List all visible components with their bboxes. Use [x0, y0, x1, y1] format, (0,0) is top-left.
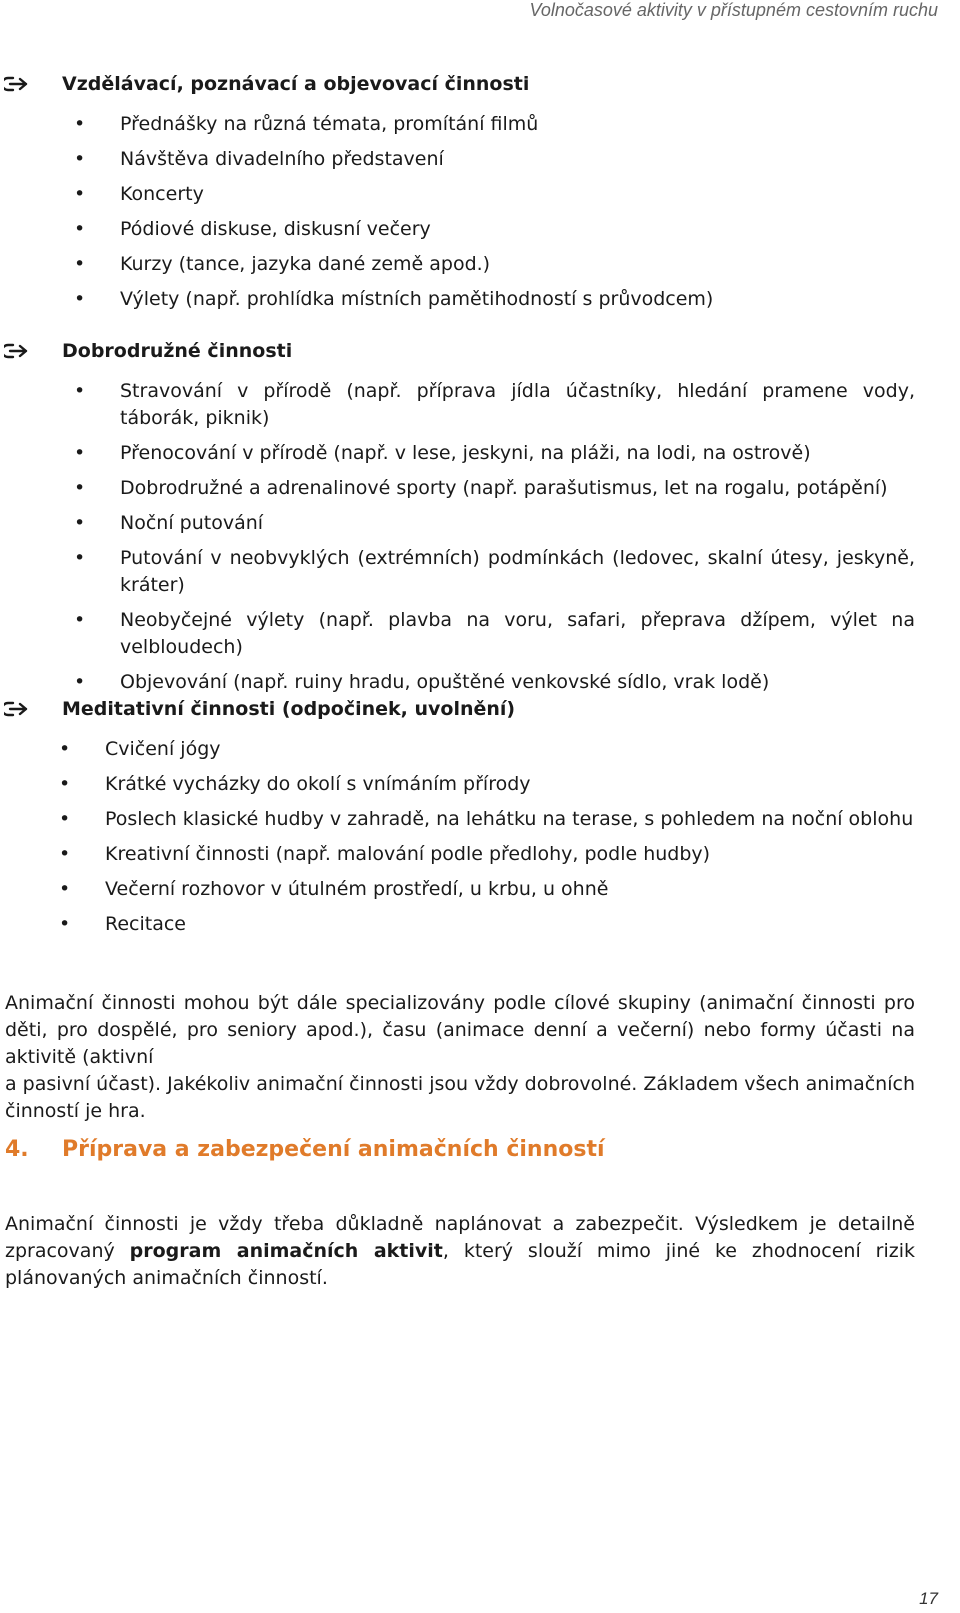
list-item	[0, 146, 960, 173]
list-item-text: Putování v neobvyklých (extrémních) podmínkách (ledovec, skalní útesy, jeskyně, kráter)	[120, 547, 915, 596]
list-item-text: Přednášky na různá témata, promítání filmů	[120, 113, 539, 135]
list-item-text: Koncerty	[120, 183, 204, 205]
list-item-text: Pódiové diskuse, diskusní večery	[120, 218, 431, 240]
paragraph-text: , který slouží mimo jiné ke zhodnocení rizik plánovaných animačních činností.	[5, 1240, 915, 1289]
list-item-text: Kreativní činnosti (např. malování podle předlohy, podle hudby)	[105, 843, 711, 865]
bullet: •	[59, 878, 71, 900]
activity-list	[0, 378, 960, 696]
list-item-text: Přenocování v přírodě (např. v lese, jeskyni, na pláži, na lodi, na ostrově)	[120, 442, 811, 464]
paragraph-specialization	[5, 990, 915, 1125]
list-item	[0, 378, 960, 432]
list-item-text: Krátké vycházky do okolí s vnímáním přírody	[105, 773, 531, 795]
list-item	[0, 841, 960, 868]
list-item	[0, 545, 960, 599]
bullet: •	[59, 808, 71, 830]
bullet: •	[74, 183, 86, 205]
list-item-text: Noční putování	[120, 512, 264, 534]
chapter-title: Příprava a zabezpečení animačních činností	[62, 1137, 605, 1162]
section-educational	[0, 69, 960, 313]
activity-list	[0, 111, 960, 313]
list-item	[0, 771, 960, 798]
section-adventure	[0, 336, 960, 696]
right-arrow-icon	[4, 69, 32, 99]
list-item	[0, 286, 960, 313]
list-item-text: Návštěva divadelního představení	[120, 148, 444, 170]
list-item-text: Cvičení jógy	[105, 738, 221, 760]
list-item-text: Dobrodružné a adrenalinové sporty (např. parašutismus, let na rogalu, potápění)	[120, 477, 888, 499]
list-item-text: Poslech klasické hudby v zahradě, na lehátku na terase, s pohledem na noční oblohu	[105, 808, 914, 830]
bullet: •	[74, 512, 86, 534]
list-item-text: Recitace	[105, 913, 186, 935]
list-item	[0, 510, 960, 537]
bullet: •	[74, 671, 86, 693]
list-item	[0, 911, 960, 938]
bullet: •	[74, 288, 86, 310]
activity-list	[0, 736, 960, 938]
bullet: •	[74, 547, 86, 569]
list-item	[0, 669, 960, 696]
list-item	[0, 736, 960, 763]
bullet: •	[74, 442, 86, 464]
list-item-text: Objevování (např. ruiny hradu, opuštěné venkovské sídlo, vrak lodě)	[120, 671, 770, 693]
section-heading	[0, 69, 960, 99]
list-item	[0, 806, 960, 833]
bullet: •	[59, 738, 71, 760]
section-meditative	[0, 694, 960, 938]
list-item-text: Večerní rozhovor v útulném prostředí, u krbu, u ohně	[105, 878, 609, 900]
list-item	[0, 440, 960, 467]
section-heading	[0, 694, 960, 724]
list-item	[0, 216, 960, 243]
bullet: •	[59, 773, 71, 795]
paragraph-line: a pasivní účast). Jakékoliv animační činnosti jsou vždy dobrovolné. Základem všech animačních činností je hra.	[5, 1073, 915, 1122]
list-item-text: Kurzy (tance, jazyka dané země apod.)	[120, 253, 491, 275]
list-item-text: Neobyčejné výlety (např. plavba na voru, safari, přeprava džípem, výlet na velbloudech)	[120, 609, 915, 658]
running-header: Volnočasové aktivity v přístupném cestovním ruchu	[529, 0, 938, 20]
bullet: •	[59, 843, 71, 865]
list-item	[0, 181, 960, 208]
bullet: •	[59, 913, 71, 935]
paragraph-bold-text: program animačních aktivit	[129, 1240, 443, 1262]
right-arrow-icon	[4, 336, 32, 366]
bullet: •	[74, 253, 86, 275]
paragraph-text: Animační činnosti je vždy třeba důkladně naplánovat a zabezpečit. Výsledkem je detailně zpracovaný	[5, 1213, 915, 1262]
list-item	[0, 111, 960, 138]
section-title: Vzdělávací, poznávací a objevovací činnosti	[62, 73, 530, 95]
bullet: •	[74, 148, 86, 170]
list-item	[0, 251, 960, 278]
list-item-text: Výlety (např. prohlídka místních pamětihodností s průvodcem)	[120, 288, 714, 310]
section-heading	[0, 336, 960, 366]
bullet: •	[74, 477, 86, 499]
bullet: •	[74, 113, 86, 135]
section-title: Meditativní činnosti (odpočinek, uvolnění)	[62, 698, 516, 720]
chapter-number: 4.	[5, 1137, 29, 1162]
bullet: •	[74, 609, 86, 631]
list-item-text: Stravování v přírodě (např. příprava jídla účastníky, hledání pramene vody, táborák, piknik)	[120, 380, 915, 429]
list-item	[0, 475, 960, 502]
paragraph-planning	[5, 1211, 915, 1292]
section-title: Dobrodružné činnosti	[62, 340, 293, 362]
page-number: 17	[919, 1589, 938, 1608]
bullet: •	[74, 218, 86, 240]
bullet: •	[74, 380, 86, 402]
list-item	[0, 607, 960, 661]
paragraph-line: Animační činnosti mohou být dále specializovány podle cílové skupiny (animační činnosti pro děti, pro dospělé, pro seniory apod.), času (animace denní a večerní) nebo formy účasti na aktivitě (aktivní	[5, 992, 915, 1068]
right-arrow-icon	[4, 694, 32, 724]
list-item	[0, 876, 960, 903]
